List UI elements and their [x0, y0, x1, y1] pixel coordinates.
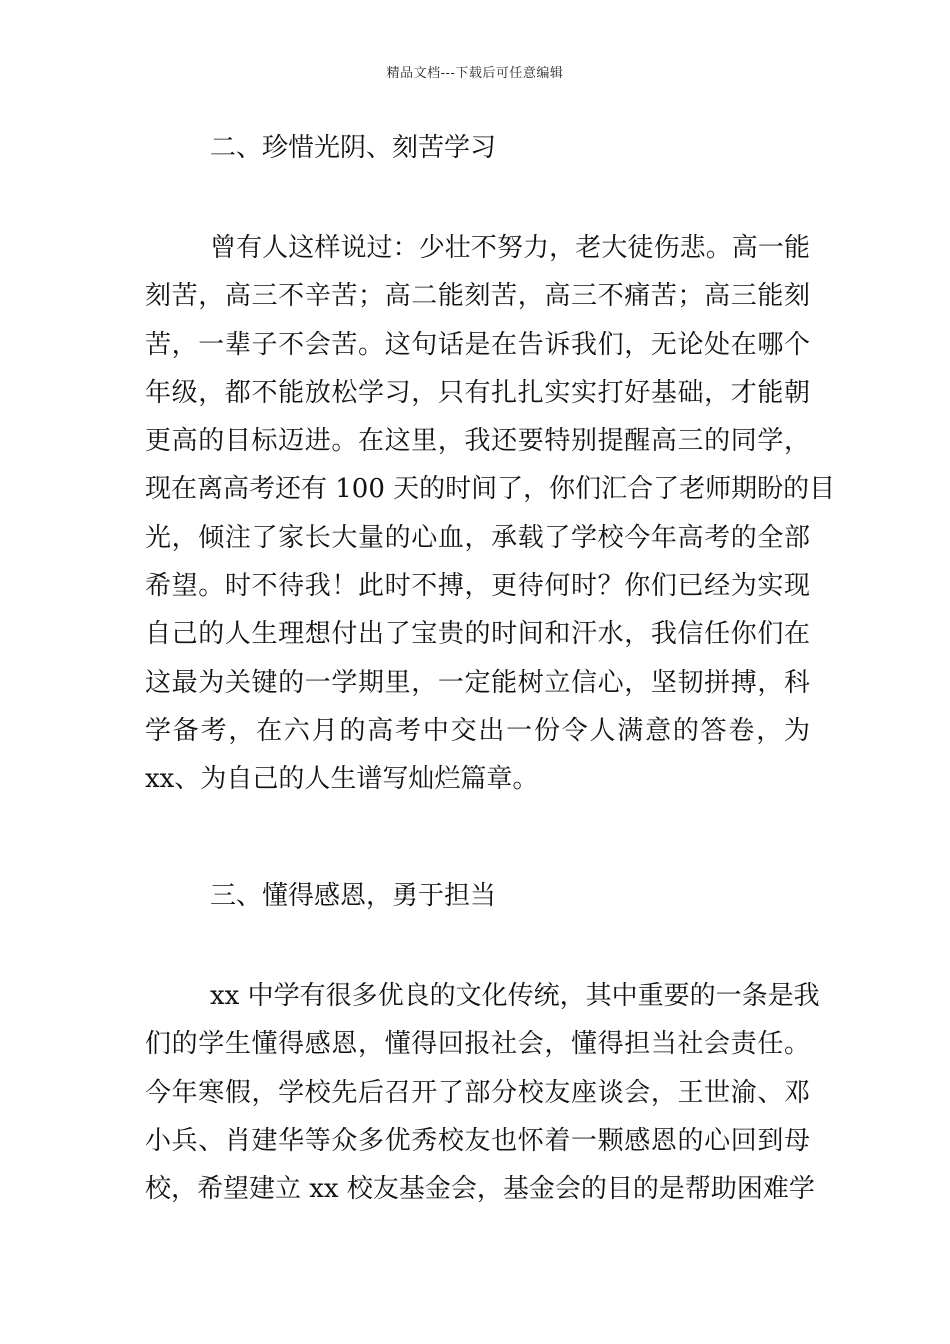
paragraph-line: 们的学生懂得感恩，懂得回报社会，懂得担当社会责任。 — [145, 1029, 810, 1060]
section-2-paragraph — [145, 224, 836, 804]
paragraph-line: 年级，都不能放松学习，只有扎扎实实打好基础，才能朝 — [145, 377, 810, 408]
paragraph-line: 现在离高考还有 100 天的时间了，你们汇合了老师期盼的目 — [145, 474, 836, 505]
paragraph-line: 曾有人这样说过：少壮不努力，老大徒伤悲。高一能 — [210, 233, 810, 263]
paragraph-line: 小兵、肖建华等众多优秀校友也怀着一颗感恩的心回到母 — [145, 1125, 810, 1156]
paragraph-line: 刻苦，高三不辛苦；高二能刻苦，高三不痛苦；高三能刻 — [145, 281, 810, 312]
paragraph-line: 更高的目标迈进。在这里，我还要特别提醒高三的同学， — [145, 426, 810, 457]
section-3-paragraph — [145, 972, 820, 1213]
page-header: 精品文档---下载后可任意编辑 — [386, 66, 564, 81]
paragraph-line: 希望。时不待我！此时不搏，更待何时？你们已经为实现 — [145, 571, 810, 602]
paragraph-line: 校，希望建立 xx 校友基金会，基金会的目的是帮助困难学 — [145, 1174, 815, 1205]
paragraph-line: xx 中学有很多优良的文化传统，其中重要的一条是我 — [210, 981, 820, 1011]
section-heading-2: 二、珍惜光阴、刻苦学习 — [210, 133, 497, 163]
paragraph-line: xx、为自己的人生谱写灿烂篇章。 — [145, 764, 539, 795]
paragraph-line: 自己的人生理想付出了宝贵的时间和汗水，我信任你们在 — [145, 619, 810, 650]
section-heading-3: 三、懂得感恩，勇于担当 — [210, 881, 497, 911]
paragraph-line: 苦，一辈子不会苦。这句话是在告诉我们，无论处在哪个 — [145, 329, 810, 360]
paragraph-line: 今年寒假，学校先后召开了部分校友座谈会，王世渝、邓 — [145, 1077, 810, 1108]
paragraph-line: 这最为关键的一学期里，一定能树立信心，坚韧拼搏，科 — [145, 667, 810, 698]
paragraph-line: 光，倾注了家长大量的心血，承载了学校今年高考的全部 — [145, 522, 810, 553]
paragraph-line: 学备考，在六月的高考中交出一份令人满意的答卷，为 — [145, 715, 810, 746]
